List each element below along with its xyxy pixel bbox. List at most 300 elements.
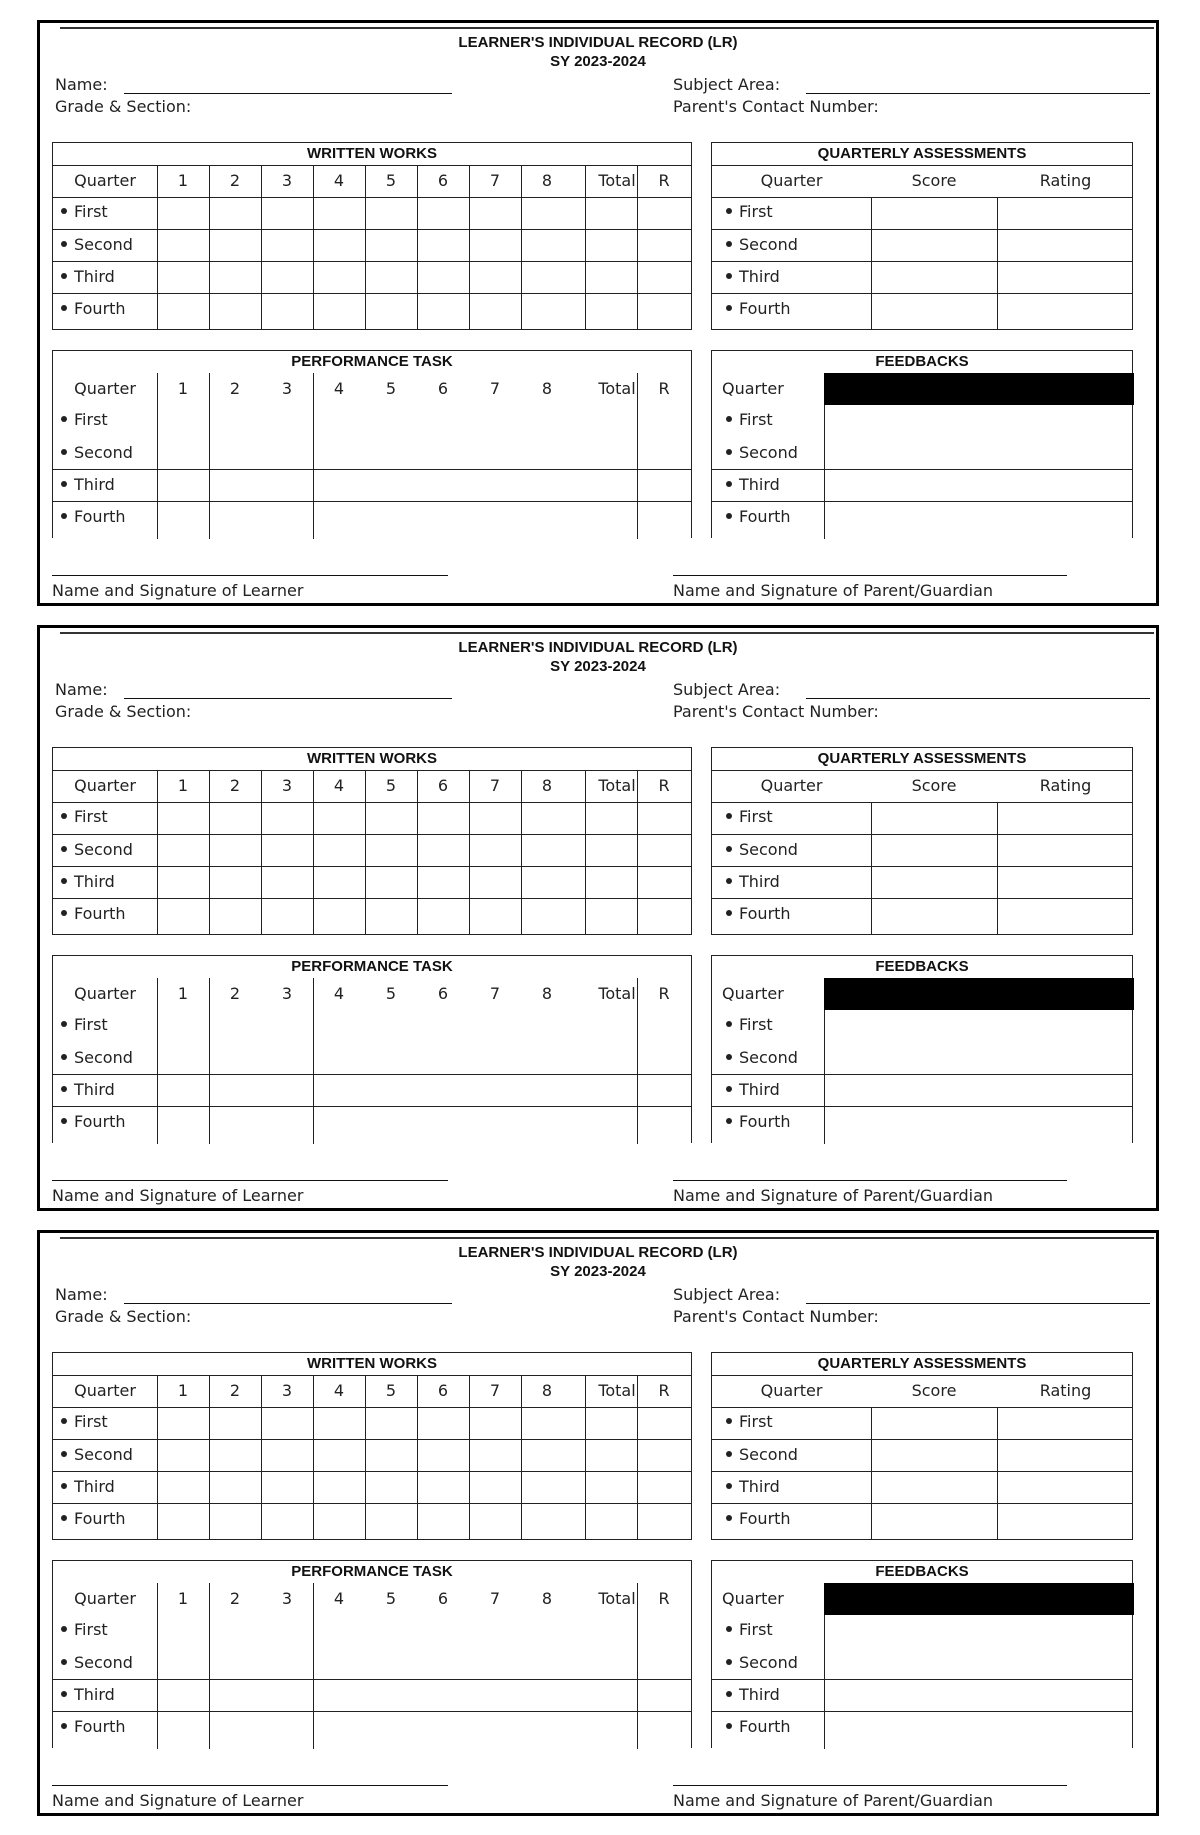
column-header: Quarter	[74, 1589, 136, 1608]
score-cell[interactable]	[157, 1679, 693, 1711]
feedback-cell[interactable]	[824, 1009, 1134, 1041]
subject-area-line[interactable]	[806, 698, 1150, 699]
bullet-icon	[726, 1418, 732, 1424]
quarter-row-label	[61, 475, 115, 495]
score-cell[interactable]	[521, 1439, 573, 1471]
column-header: 2	[229, 379, 241, 398]
quarter-name: First	[74, 1015, 108, 1034]
column-header: 1	[177, 984, 189, 1003]
score-cell[interactable]	[521, 866, 573, 898]
feedback-cell[interactable]	[824, 1042, 1134, 1074]
score-cell[interactable]	[469, 1503, 521, 1535]
column-header: 5	[385, 776, 397, 795]
quarter-row-label	[726, 235, 798, 255]
score-cell[interactable]	[637, 1503, 691, 1535]
parent-signature-label: Name and Signature of Parent/Guardian	[673, 581, 994, 600]
score-cell[interactable]	[871, 898, 997, 930]
parent-signature-line[interactable]	[673, 575, 1067, 576]
score-cell[interactable]	[209, 196, 261, 228]
column-header: Quarter	[74, 1381, 136, 1400]
quarter-row-label	[61, 1080, 115, 1100]
parent-contact-label: Parent's Contact Number:	[673, 97, 879, 116]
score-cell[interactable]	[637, 801, 691, 833]
quarterly-assessments-table	[711, 747, 1133, 935]
bullet-icon	[61, 273, 67, 279]
rating-cell[interactable]	[997, 866, 1134, 898]
subject-area-label: Subject Area:	[673, 1285, 781, 1304]
divider	[712, 770, 1132, 771]
score-cell[interactable]	[637, 898, 691, 930]
score-cell[interactable]	[313, 1503, 365, 1535]
score-cell[interactable]	[313, 866, 365, 898]
score-cell[interactable]	[157, 404, 693, 436]
score-cell[interactable]	[417, 1503, 469, 1535]
score-cell[interactable]	[871, 261, 997, 293]
score-cell[interactable]	[157, 801, 209, 833]
score-cell[interactable]	[469, 801, 521, 833]
score-cell[interactable]	[469, 898, 521, 930]
column-header: 3	[281, 1589, 293, 1608]
score-cell[interactable]	[157, 834, 209, 866]
score-cell[interactable]	[417, 1471, 469, 1503]
score-cell[interactable]	[157, 1074, 693, 1106]
score-cell[interactable]	[417, 293, 469, 325]
score-cell[interactable]	[313, 196, 365, 228]
bullet-icon	[726, 1626, 732, 1632]
score-cell[interactable]	[469, 261, 521, 293]
score-cell[interactable]	[365, 866, 417, 898]
score-cell[interactable]	[637, 1439, 691, 1471]
score-cell[interactable]	[209, 229, 261, 261]
learner-signature-line[interactable]	[52, 1785, 448, 1786]
score-cell[interactable]	[871, 1439, 997, 1471]
score-cell[interactable]	[157, 1711, 693, 1743]
column-header: 6	[437, 379, 449, 398]
quarter-name: Fourth	[739, 1509, 791, 1528]
quarterly-assessments-title: QUARTERLY ASSESSMENTS	[817, 750, 1027, 767]
bullet-icon	[726, 273, 732, 279]
column-header: Quarter	[760, 1381, 823, 1400]
parent-signature-line[interactable]	[673, 1180, 1067, 1181]
score-cell[interactable]	[365, 229, 417, 261]
subject-area-line[interactable]	[806, 93, 1150, 94]
score-cell[interactable]	[157, 1009, 693, 1041]
quarter-name: Fourth	[739, 1717, 791, 1736]
score-cell[interactable]	[157, 1503, 209, 1535]
score-cell[interactable]	[521, 1406, 573, 1438]
quarter-row-label	[726, 1112, 791, 1132]
record-card	[37, 1230, 1159, 1816]
column-header: Quarter	[722, 379, 784, 398]
column-header: Rating	[1039, 171, 1092, 190]
quarter-row-label	[61, 904, 126, 924]
feedback-cell[interactable]	[824, 437, 1134, 469]
score-cell[interactable]	[209, 1439, 261, 1471]
quarter-name: Third	[74, 475, 115, 494]
column-header: 2	[229, 1589, 241, 1608]
quarter-row-label	[61, 1620, 108, 1640]
feedback-cell[interactable]	[824, 1679, 1134, 1711]
feedback-cell[interactable]	[824, 1614, 1134, 1646]
score-cell[interactable]	[157, 1439, 209, 1471]
score-cell[interactable]	[637, 229, 691, 261]
score-cell[interactable]	[157, 501, 693, 533]
bullet-icon	[61, 878, 67, 884]
quarter-name: Second	[74, 840, 133, 859]
score-cell[interactable]	[157, 898, 209, 930]
score-cell[interactable]	[313, 1406, 365, 1438]
learner-signature-line[interactable]	[52, 1180, 448, 1181]
score-cell[interactable]	[521, 293, 573, 325]
quarter-name: Second	[739, 840, 798, 859]
quarter-row-label	[726, 1653, 798, 1673]
score-cell[interactable]	[469, 196, 521, 228]
quarter-row-label	[61, 807, 108, 827]
column-header: 1	[177, 171, 189, 190]
bullet-icon	[61, 1418, 67, 1424]
column-header: Quarter	[760, 171, 823, 190]
bullet-icon	[726, 1118, 732, 1124]
quarter-row-label	[61, 1653, 133, 1673]
parent-signature-line[interactable]	[673, 1785, 1067, 1786]
school-year: SY 2023-2024	[550, 53, 646, 70]
score-cell[interactable]	[209, 261, 261, 293]
rating-cell[interactable]	[997, 261, 1134, 293]
feedback-cell[interactable]	[824, 1647, 1134, 1679]
grade-section-label: Grade & Section:	[55, 1307, 192, 1326]
bullet-icon	[61, 1659, 67, 1665]
rating-cell[interactable]	[997, 229, 1134, 261]
score-cell[interactable]	[871, 1503, 997, 1535]
feedback-cell[interactable]	[824, 1106, 1134, 1138]
column-header: Score	[911, 171, 957, 190]
score-cell[interactable]	[157, 293, 209, 325]
score-cell[interactable]	[417, 261, 469, 293]
score-cell[interactable]	[157, 437, 693, 469]
score-cell[interactable]	[365, 1439, 417, 1471]
learner-signature-line[interactable]	[52, 575, 448, 576]
feedback-cell[interactable]	[824, 501, 1134, 533]
quarter-row-label	[61, 299, 126, 319]
score-cell[interactable]	[521, 801, 573, 833]
score-cell[interactable]	[261, 196, 313, 228]
column-header: 1	[177, 1381, 189, 1400]
score-cell[interactable]	[209, 866, 261, 898]
quarter-row-label	[61, 443, 133, 463]
column-header: 4	[333, 984, 345, 1003]
rating-cell[interactable]	[997, 196, 1134, 228]
score-cell[interactable]	[157, 1042, 693, 1074]
feedback-cell[interactable]	[824, 469, 1134, 501]
performance-task-table	[52, 955, 692, 1143]
score-cell[interactable]	[261, 1503, 313, 1535]
score-cell[interactable]	[157, 1406, 209, 1438]
column-header: 4	[333, 1589, 345, 1608]
score-cell[interactable]	[313, 229, 365, 261]
bullet-icon	[726, 1021, 732, 1027]
column-header: 3	[281, 776, 293, 795]
score-cell[interactable]	[521, 898, 573, 930]
feedback-cell[interactable]	[824, 404, 1134, 436]
score-cell[interactable]	[157, 469, 693, 501]
score-cell[interactable]	[365, 801, 417, 833]
quarter-row-label	[726, 507, 791, 527]
quarter-name: Third	[74, 267, 115, 286]
score-cell[interactable]	[365, 898, 417, 930]
bullet-icon	[726, 878, 732, 884]
score-cell[interactable]	[261, 1471, 313, 1503]
subject-area-line[interactable]	[806, 1303, 1150, 1304]
score-cell[interactable]	[261, 801, 313, 833]
score-cell[interactable]	[365, 1503, 417, 1535]
score-cell[interactable]	[417, 801, 469, 833]
score-cell[interactable]	[637, 261, 691, 293]
score-cell[interactable]	[469, 293, 521, 325]
score-cell[interactable]	[365, 293, 417, 325]
bullet-icon	[61, 1626, 67, 1632]
score-cell[interactable]	[157, 866, 209, 898]
name-line[interactable]	[124, 1303, 452, 1304]
written-works-table	[52, 747, 692, 935]
score-cell[interactable]	[157, 1471, 209, 1503]
score-cell[interactable]	[261, 1406, 313, 1438]
column-header: 2	[229, 776, 241, 795]
score-cell[interactable]	[871, 229, 997, 261]
quarter-name: Second	[74, 1445, 133, 1464]
score-cell[interactable]	[313, 898, 365, 930]
quarter-row-label	[726, 475, 780, 495]
score-cell[interactable]	[469, 1439, 521, 1471]
score-cell[interactable]	[521, 1471, 573, 1503]
column-header: Quarter	[722, 984, 784, 1003]
column-header: R	[658, 984, 670, 1003]
bullet-icon	[726, 1086, 732, 1092]
score-cell[interactable]	[313, 261, 365, 293]
score-cell[interactable]	[417, 1439, 469, 1471]
score-cell[interactable]	[637, 866, 691, 898]
rating-cell[interactable]	[997, 1406, 1134, 1438]
quarter-name: First	[74, 1620, 108, 1639]
quarter-row-label	[61, 1445, 133, 1465]
score-cell[interactable]	[209, 801, 261, 833]
column-header: 4	[333, 1381, 345, 1400]
score-cell[interactable]	[209, 898, 261, 930]
score-cell[interactable]	[469, 1471, 521, 1503]
score-cell[interactable]	[871, 834, 997, 866]
score-cell[interactable]	[469, 229, 521, 261]
feedbacks-table	[711, 955, 1133, 1143]
record-title: LEARNER'S INDIVIDUAL RECORD (LR)	[458, 1244, 738, 1261]
learner-signature-label: Name and Signature of Learner	[52, 1791, 304, 1810]
feedback-cell[interactable]	[824, 1711, 1134, 1743]
score-cell[interactable]	[209, 834, 261, 866]
quarter-row-label	[61, 1717, 126, 1737]
rating-cell[interactable]	[997, 1471, 1134, 1503]
score-cell[interactable]	[261, 1439, 313, 1471]
score-cell[interactable]	[365, 261, 417, 293]
score-cell[interactable]	[521, 261, 573, 293]
quarter-row-label	[726, 1445, 798, 1465]
score-cell[interactable]	[365, 1406, 417, 1438]
score-cell[interactable]	[157, 229, 209, 261]
bullet-icon	[726, 1451, 732, 1457]
column-header: 7	[489, 984, 501, 1003]
score-cell[interactable]	[157, 1647, 693, 1679]
score-cell[interactable]	[261, 834, 313, 866]
score-cell[interactable]	[871, 801, 997, 833]
score-cell[interactable]	[157, 1614, 693, 1646]
score-cell[interactable]	[313, 1439, 365, 1471]
score-cell[interactable]	[209, 1406, 261, 1438]
quarter-name: First	[74, 807, 108, 826]
column-header: 5	[385, 1381, 397, 1400]
score-cell[interactable]	[521, 1503, 573, 1535]
score-cell[interactable]	[417, 229, 469, 261]
top-rule	[60, 1237, 1154, 1239]
quarter-row-label	[726, 1080, 780, 1100]
column-header: 7	[489, 1381, 501, 1400]
score-cell[interactable]	[261, 229, 313, 261]
top-rule	[60, 27, 1154, 29]
performance-task-table	[52, 350, 692, 538]
quarter-row-label	[726, 410, 773, 430]
record-title: LEARNER'S INDIVIDUAL RECORD (LR)	[458, 639, 738, 656]
score-cell[interactable]	[521, 196, 573, 228]
bullet-icon	[61, 481, 67, 487]
name-line[interactable]	[124, 698, 452, 699]
quarterly-assessments-table	[711, 142, 1133, 330]
score-cell[interactable]	[871, 1471, 997, 1503]
score-cell[interactable]	[417, 1406, 469, 1438]
quarter-name: First	[739, 1620, 773, 1639]
column-header: 2	[229, 984, 241, 1003]
score-cell[interactable]	[871, 293, 997, 325]
feedback-cell[interactable]	[824, 1074, 1134, 1106]
column-header: Score	[911, 1381, 957, 1400]
parent-signature-label: Name and Signature of Parent/Guardian	[673, 1186, 994, 1205]
quarter-name: First	[739, 807, 773, 826]
score-cell[interactable]	[637, 293, 691, 325]
score-cell[interactable]	[871, 866, 997, 898]
name-line[interactable]	[124, 93, 452, 94]
score-cell[interactable]	[469, 866, 521, 898]
quarter-row-label	[726, 299, 791, 319]
score-cell[interactable]	[261, 293, 313, 325]
rating-cell[interactable]	[997, 1503, 1134, 1535]
score-cell[interactable]	[313, 801, 365, 833]
score-cell[interactable]	[209, 1503, 261, 1535]
score-cell[interactable]	[417, 196, 469, 228]
rating-cell[interactable]	[997, 834, 1134, 866]
feedbacks-title: FEEDBACKS	[875, 353, 969, 370]
score-cell[interactable]	[313, 1471, 365, 1503]
column-header: 5	[385, 1589, 397, 1608]
bullet-icon	[726, 305, 732, 311]
bullet-icon	[61, 1118, 67, 1124]
score-cell[interactable]	[261, 261, 313, 293]
bullet-icon	[726, 513, 732, 519]
quarter-name: First	[739, 1015, 773, 1034]
score-cell[interactable]	[313, 293, 365, 325]
score-cell[interactable]	[417, 898, 469, 930]
score-cell[interactable]	[871, 1406, 997, 1438]
score-cell[interactable]	[871, 196, 997, 228]
quarter-name: Second	[739, 1048, 798, 1067]
score-cell[interactable]	[209, 293, 261, 325]
score-cell[interactable]	[365, 834, 417, 866]
column-header: Quarter	[74, 171, 136, 190]
score-cell[interactable]	[637, 196, 691, 228]
column-header: Quarter	[74, 984, 136, 1003]
score-cell[interactable]	[417, 834, 469, 866]
bullet-icon	[61, 1483, 67, 1489]
bullet-icon	[726, 1483, 732, 1489]
rating-cell[interactable]	[997, 898, 1134, 930]
score-cell[interactable]	[469, 1406, 521, 1438]
column-header: 4	[333, 379, 345, 398]
bullet-icon	[726, 1691, 732, 1697]
score-cell[interactable]	[157, 1106, 693, 1138]
score-cell[interactable]	[365, 196, 417, 228]
subject-area-label: Subject Area:	[673, 680, 781, 699]
rating-cell[interactable]	[997, 293, 1134, 325]
column-header: Total	[598, 1381, 636, 1400]
column-header: Total	[598, 379, 636, 398]
performance-task-title: PERFORMANCE TASK	[291, 958, 453, 975]
quarter-name: Third	[74, 1477, 115, 1496]
bullet-icon	[61, 449, 67, 455]
column-header: 6	[437, 1589, 449, 1608]
score-cell[interactable]	[637, 834, 691, 866]
quarter-row-label	[726, 1477, 780, 1497]
quarterly-assessments-title: QUARTERLY ASSESSMENTS	[817, 1355, 1027, 1372]
quarter-row-label	[726, 840, 798, 860]
quarter-name: First	[74, 1412, 108, 1431]
score-cell[interactable]	[261, 898, 313, 930]
quarter-name: Fourth	[74, 507, 126, 526]
score-cell[interactable]	[417, 866, 469, 898]
rating-cell[interactable]	[997, 801, 1134, 833]
rating-cell[interactable]	[997, 1439, 1134, 1471]
column-header: 4	[333, 776, 345, 795]
column-header: 8	[541, 776, 553, 795]
quarter-row-label	[726, 1048, 798, 1068]
name-label: Name:	[55, 75, 108, 94]
bullet-icon	[61, 813, 67, 819]
quarter-row-label	[726, 1015, 773, 1035]
written-works-title: WRITTEN WORKS	[307, 750, 437, 767]
written-works-table	[52, 1352, 692, 1540]
score-cell[interactable]	[637, 1471, 691, 1503]
bullet-icon	[726, 846, 732, 852]
score-cell[interactable]	[261, 866, 313, 898]
score-cell[interactable]	[313, 834, 365, 866]
score-cell[interactable]	[469, 834, 521, 866]
score-cell[interactable]	[157, 261, 209, 293]
column-header: 2	[229, 171, 241, 190]
parent-contact-label: Parent's Contact Number:	[673, 702, 879, 721]
score-cell[interactable]	[521, 834, 573, 866]
score-cell[interactable]	[157, 196, 209, 228]
quarter-row-label	[726, 202, 773, 222]
score-cell[interactable]	[209, 1471, 261, 1503]
score-cell[interactable]	[365, 1471, 417, 1503]
quarter-row-label	[726, 1717, 791, 1737]
quarter-row-label	[726, 443, 798, 463]
score-cell[interactable]	[521, 229, 573, 261]
quarter-name: Fourth	[74, 1717, 126, 1736]
score-cell[interactable]	[637, 1406, 691, 1438]
